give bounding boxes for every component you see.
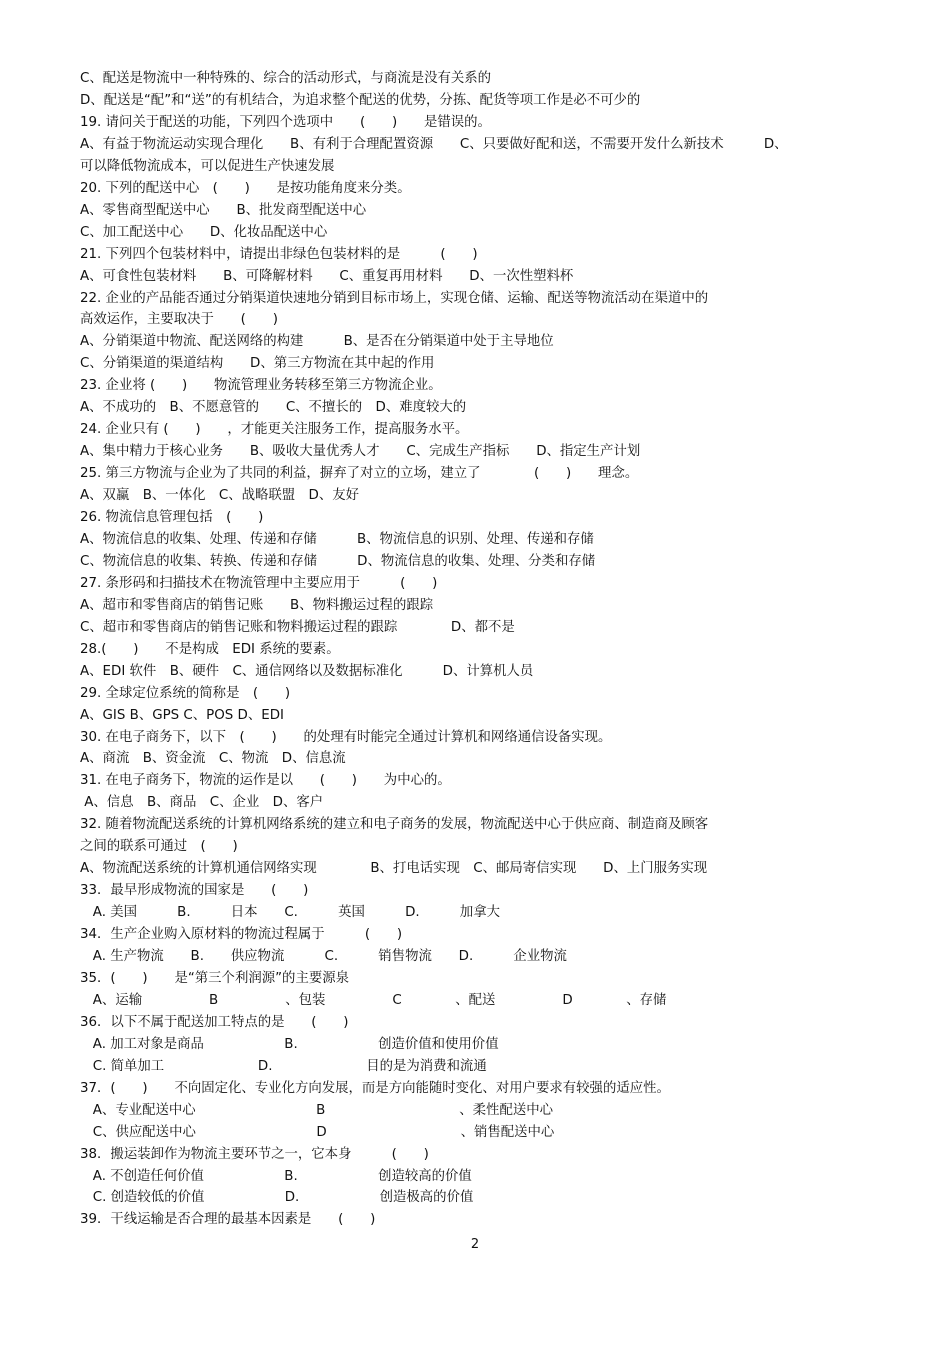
text-line: A. 不创造任何价值 B. 创造较高的价值 xyxy=(80,1168,472,1184)
text-line: D、配送是“配”和“送”的有机结合，为追求整个配送的优势，分拣、配货等项工作是必不可少的 xyxy=(80,92,641,108)
text-line: A、物流配送系统的计算机通信网络实现 B、打电话实现 C、邮局寄信实现 D、上门服务实现 xyxy=(80,861,708,877)
text-line: 36．以下不属于配送加工特点的是 ( ) xyxy=(80,1014,349,1030)
text-line: 30. 在电子商务下，以下 ( ) 的处理有时能完全通过计算机和网络通信设备实现。 xyxy=(80,729,612,745)
text-line: C、分销渠道的渠道结构 D、第三方物流在其中起的作用 xyxy=(80,356,435,372)
text-line: 37．( ) 不向固定化、专业化方向发展，而是方向能随时变化、对用户要求有较强的适应性。 xyxy=(80,1080,670,1096)
text-line: C、物流信息的收集、转换、传递和存储 D、物流信息的收集、处理、分类和存储 xyxy=(80,553,596,569)
text-line: C、加工配送中心 D、化妆品配送中心 xyxy=(80,224,328,240)
text-line: 38．搬运装卸作为物流主要环节之一，它本身 ( ) xyxy=(80,1146,429,1162)
text-line: A、EDI 软件 B、硬件 C、通信网络以及数据标准化 D、计算机人员 xyxy=(80,663,534,679)
text-line: 25. 第三方物流与企业为了共同的利益，摒弃了对立的立场，建立了 ( ) 理念。 xyxy=(80,466,639,482)
text-line: A、不成功的 B、不愿意管的 C、不擅长的 D、难度较大的 xyxy=(80,400,467,416)
text-line: A. 美国 B. 日本 C. 英国 D. 加拿大 xyxy=(80,905,500,921)
text-line: 39．干线运输是否合理的最基本因素是 ( ) xyxy=(80,1212,376,1228)
text-line: A、运输 B 、包装 C 、配送 D 、存储 xyxy=(80,992,667,1008)
text-line: 22. 企业的产品能否通过分销渠道快速地分销到目标市场上，实现仓储、运输、配送等物流活动在渠道中的 xyxy=(80,290,709,306)
text-line: 21. 下列四个包装材料中，请提出非绿色包装材料的是 ( ) xyxy=(80,246,478,262)
text-line: A、GIS B、GPS C、POS D、EDI xyxy=(80,707,284,723)
text-line: A、有益于物流运动实现合理化 B、有利于合理配置资源 C、只要做好配和送，不需要开发什么新技术 D、 xyxy=(80,136,788,152)
text-line: 24. 企业只有 ( ) ，才能更关注服务工作，提高服务水平。 xyxy=(80,422,469,438)
text-line: 33．最早形成物流的国家是 ( ) xyxy=(80,883,309,899)
text-line: C、配送是物流中一种特殊的、综合的活动形式，与商流是没有关系的 xyxy=(80,71,492,86)
text-line: C、超市和零售商店的销售记账和物料搬运过程的跟踪 D、都不是 xyxy=(80,619,515,635)
text-line: A、商流 B、资金流 C、物流 D、信息流 xyxy=(80,751,346,767)
text-line: 31. 在电子商务下，物流的运作是以 ( ) 为中心的。 xyxy=(80,773,451,789)
text-line: C. 简单加工 D. 目的是为消费和流通 xyxy=(80,1058,487,1074)
text-line: 19. 请问关于配送的功能，下列四个选项中 ( ) 是错误的。 xyxy=(80,114,491,130)
text-line: 高效运作，主要取决于 ( ) xyxy=(80,312,278,328)
text-line: A、专业配送中心 B 、柔性配送中心 xyxy=(80,1102,554,1118)
text-line: 28.( ) 不是构成 EDI 系统的要素。 xyxy=(80,641,340,657)
text-line: 32. 随着物流配送系统的计算机网络系统的建立和电子商务的发展，物流配送中心于供应商、制造商及顾客 xyxy=(80,817,709,833)
text-line: A. 加工对象是商品 B. 创造价值和使用价值 xyxy=(80,1036,499,1052)
text-line: C. 创造较低的价值 D. 创造极高的价值 xyxy=(80,1190,474,1206)
text-line: 20. 下列的配送中心 ( ) 是按功能角度来分类。 xyxy=(80,180,411,196)
page-number: 2 xyxy=(470,1237,480,1252)
text-line: A. 生产物流 B. 供应物流 C. 销售物流 D. 企业物流 xyxy=(80,949,567,964)
text-line: 可以降低物流成本，可以促进生产快速发展 xyxy=(80,158,335,174)
text-line: 23. 企业将 ( ) 物流管理业务转移至第三方物流企业。 xyxy=(80,378,442,394)
text-line: 34．生产企业购入原材料的物流过程属于 ( ) xyxy=(80,927,403,943)
text-line: 之间的联系可通过 ( ) xyxy=(80,839,238,855)
text-line: 26. 物流信息管理包括 ( ) xyxy=(80,510,264,525)
text-line: A、物流信息的收集、处理、传递和存储 B、物流信息的识别、处理、传递和存储 xyxy=(80,531,594,547)
text-line: A、超市和零售商店的销售记账 B、物料搬运过程的跟踪 xyxy=(80,597,434,613)
text-line: A、双赢 B、一体化 C、战略联盟 D、友好 xyxy=(80,488,360,504)
text-line: A、零售商型配送中心 B、批发商型配送中心 xyxy=(80,202,367,218)
text-line: A、信息 B、商品 C、企业 D、客户 xyxy=(80,795,324,811)
text-line: A、可食性包装材料 B、可降解材料 C、重复再用材料 D、一次性塑料杯 xyxy=(80,268,574,284)
text-line: 29. 全球定位系统的简称是 ( ) xyxy=(80,685,291,701)
text-line: C、供应配送中心 D 、销售配送中心 xyxy=(80,1124,555,1140)
text-line: A、分销渠道中物流、配送网络的构建 B、是否在分销渠道中处于主导地位 xyxy=(80,334,554,350)
text-line: A、集中精力于核心业务 B、吸收大量优秀人才 C、完成生产指标 D、指定生产计划 xyxy=(80,444,641,460)
text-line: 27. 条形码和扫描技术在物流管理中主要应用于 ( ) xyxy=(80,575,438,591)
text-line: 35．( ) 是“第三个利润源”的主要源泉 xyxy=(80,970,350,986)
